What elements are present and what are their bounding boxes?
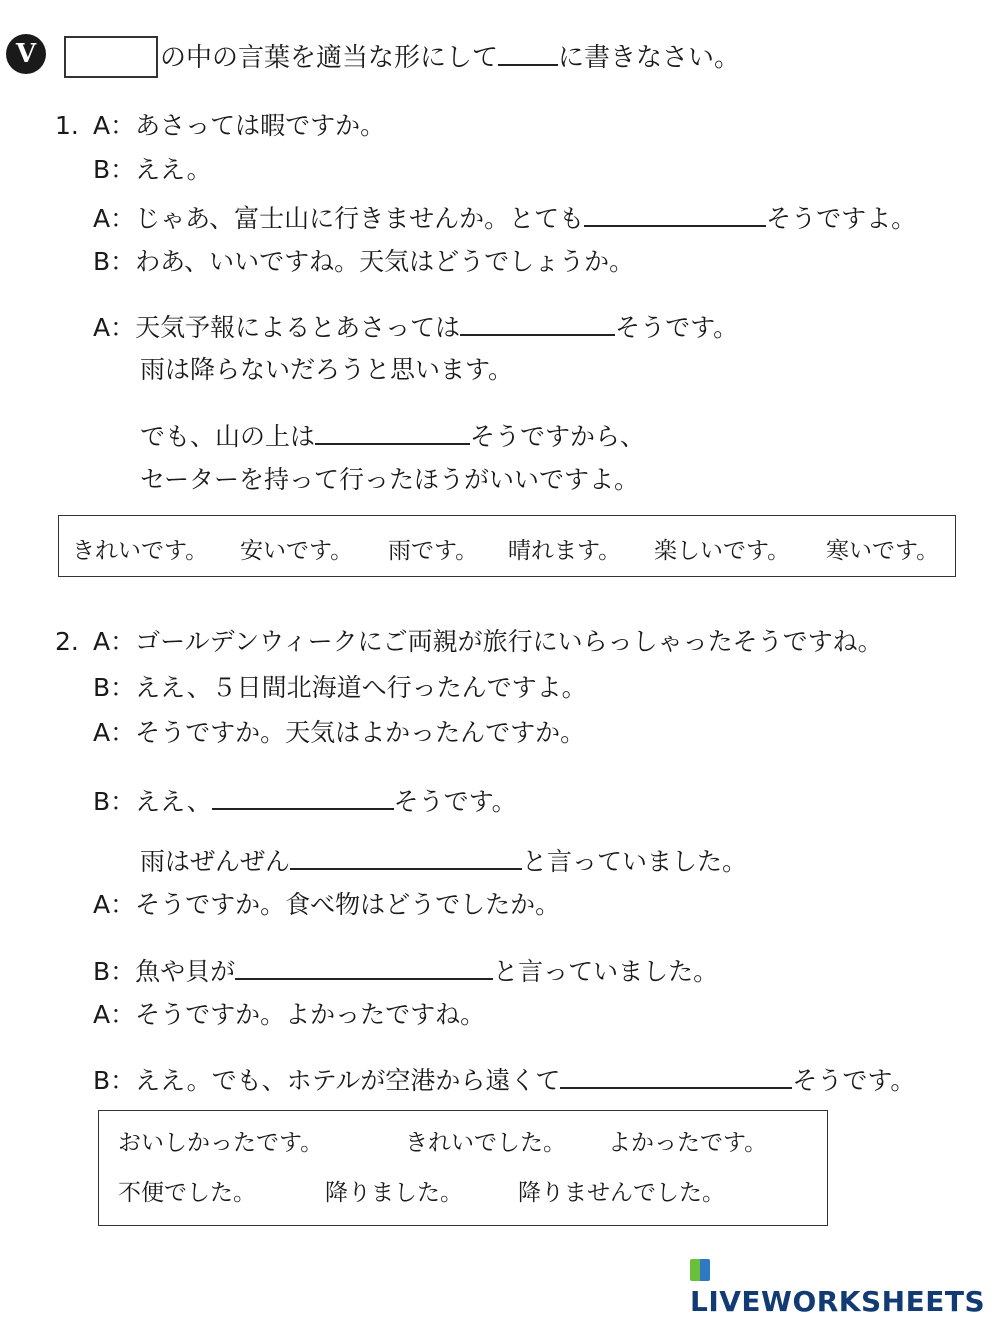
q2-choice-4: 不便でした。 — [118, 1180, 256, 1206]
q2-line-1 — [93, 629, 883, 654]
q2-choice-1: おいしかったです。 — [118, 1130, 324, 1156]
line-text-after: そうです。 — [393, 787, 517, 816]
q2-number: 2. — [55, 627, 79, 656]
instruction — [160, 42, 740, 71]
q1-line-2 — [93, 157, 212, 182]
q2-choice-2: きれいでした。 — [405, 1130, 566, 1156]
q1-number: 1. — [55, 111, 79, 140]
speaker: B： — [93, 787, 136, 816]
q2-choice-3: よかったです。 — [608, 1130, 768, 1156]
line-text-after: そうですよ。 — [766, 204, 917, 233]
q1-choice-2: 安いです。 — [240, 538, 354, 564]
q1-line-5 — [93, 312, 738, 340]
line-text: じゃあ、富士山に行きませんか。とても — [135, 204, 585, 233]
line-text: ええ、５日間北海道へ行ったんですよ。 — [135, 673, 587, 702]
q2-line-8 — [93, 1002, 485, 1027]
answer-blank-4[interactable] — [212, 786, 394, 810]
q2-line-6 — [93, 892, 560, 917]
line-text: そうですか。よかったですね。 — [135, 1000, 486, 1029]
instruction-part-a: の中の言葉を適当な形にして — [160, 43, 499, 73]
speaker: A： — [93, 890, 136, 919]
line-text: あさっては暇ですか。 — [135, 111, 386, 140]
line-text-after: と言っていました。 — [493, 957, 719, 986]
answer-blank-3[interactable] — [315, 421, 470, 445]
line-text: 魚や貝が — [135, 957, 236, 986]
q1-line-3 — [93, 203, 916, 231]
line-text: ゴールデンウィークにご両親が旅行にいらっしゃったそうですね。 — [135, 627, 883, 656]
line-text: セーターを持って行ったほうがいいですよ。 — [140, 465, 640, 494]
answer-blank-6[interactable] — [235, 956, 493, 980]
q1-line-4 — [93, 249, 634, 274]
q2-choice-6: 降りませんでした。 — [518, 1180, 725, 1206]
line-text: ええ、 — [135, 787, 212, 816]
line-text: でも、山の上は — [140, 422, 316, 451]
q1-choice-3: 雨です。 — [388, 538, 479, 564]
line-text-after: そうですから、 — [470, 422, 646, 451]
answer-blank-7[interactable] — [560, 1065, 792, 1089]
speaker: B： — [93, 1066, 136, 1095]
q2-choice-box — [98, 1110, 828, 1226]
speaker: B： — [93, 247, 136, 276]
q1-choice-4: 晴れます。 — [508, 538, 622, 564]
speaker: B： — [93, 155, 136, 184]
line-text-after: と言っていました。 — [522, 847, 748, 876]
brand-logo — [690, 1252, 1000, 1318]
q2-line-2 — [93, 675, 587, 700]
line-text: ええ。でも、ホテルが空港から遠くて — [135, 1066, 561, 1095]
instruction-blank-sample — [498, 42, 558, 66]
speaker: A： — [93, 111, 136, 140]
speaker: A： — [93, 627, 136, 656]
answer-blank-2[interactable] — [460, 312, 615, 336]
speaker: B： — [93, 673, 136, 702]
line-text: そうですか。天気はよかったんですか。 — [135, 718, 586, 747]
q1-choice-1: きれいです。 — [72, 538, 209, 564]
speaker: A： — [93, 718, 136, 747]
instruction-box-sample — [64, 36, 158, 78]
speaker: A： — [93, 204, 136, 233]
line-text: 雨は降らないだろうと思います。 — [140, 355, 514, 384]
speaker: A： — [93, 313, 136, 342]
q1-line-7 — [140, 421, 645, 449]
brand-mark-icon — [690, 1259, 710, 1281]
q1-line-8 — [140, 467, 639, 492]
q1-line-6 — [140, 357, 513, 382]
speaker: A： — [93, 1000, 136, 1029]
q2-choice-5: 降りました。 — [325, 1180, 463, 1206]
line-text-after: そうです。 — [792, 1066, 916, 1095]
line-text: ええ。 — [135, 155, 212, 184]
instruction-part-b: に書きなさい。 — [558, 43, 741, 73]
line-text: そうですか。食べ物はどうでしたか。 — [135, 890, 561, 919]
line-text: 天気予報によるとあさっては — [135, 313, 461, 342]
brand-name: LIVEWORKSHEETS — [690, 1285, 986, 1318]
answer-blank-1[interactable] — [584, 203, 766, 227]
section-badge: V — [6, 34, 46, 74]
q2-line-3 — [93, 720, 585, 745]
q1-line-1 — [93, 113, 385, 138]
q1-choice-5: 楽しいです。 — [654, 538, 791, 564]
speaker: B： — [93, 957, 136, 986]
line-text: わあ、いいですね。天気はどうでしょうか。 — [135, 247, 635, 276]
line-text-after: そうです。 — [615, 313, 739, 342]
q2-line-5 — [140, 846, 747, 874]
answer-blank-5[interactable] — [290, 846, 522, 870]
q2-line-9 — [93, 1065, 915, 1093]
line-text: 雨はぜんぜん — [140, 847, 291, 876]
q1-choice-6: 寒いです。 — [826, 538, 940, 564]
q2-line-4 — [93, 786, 517, 814]
q2-line-7 — [93, 956, 718, 984]
